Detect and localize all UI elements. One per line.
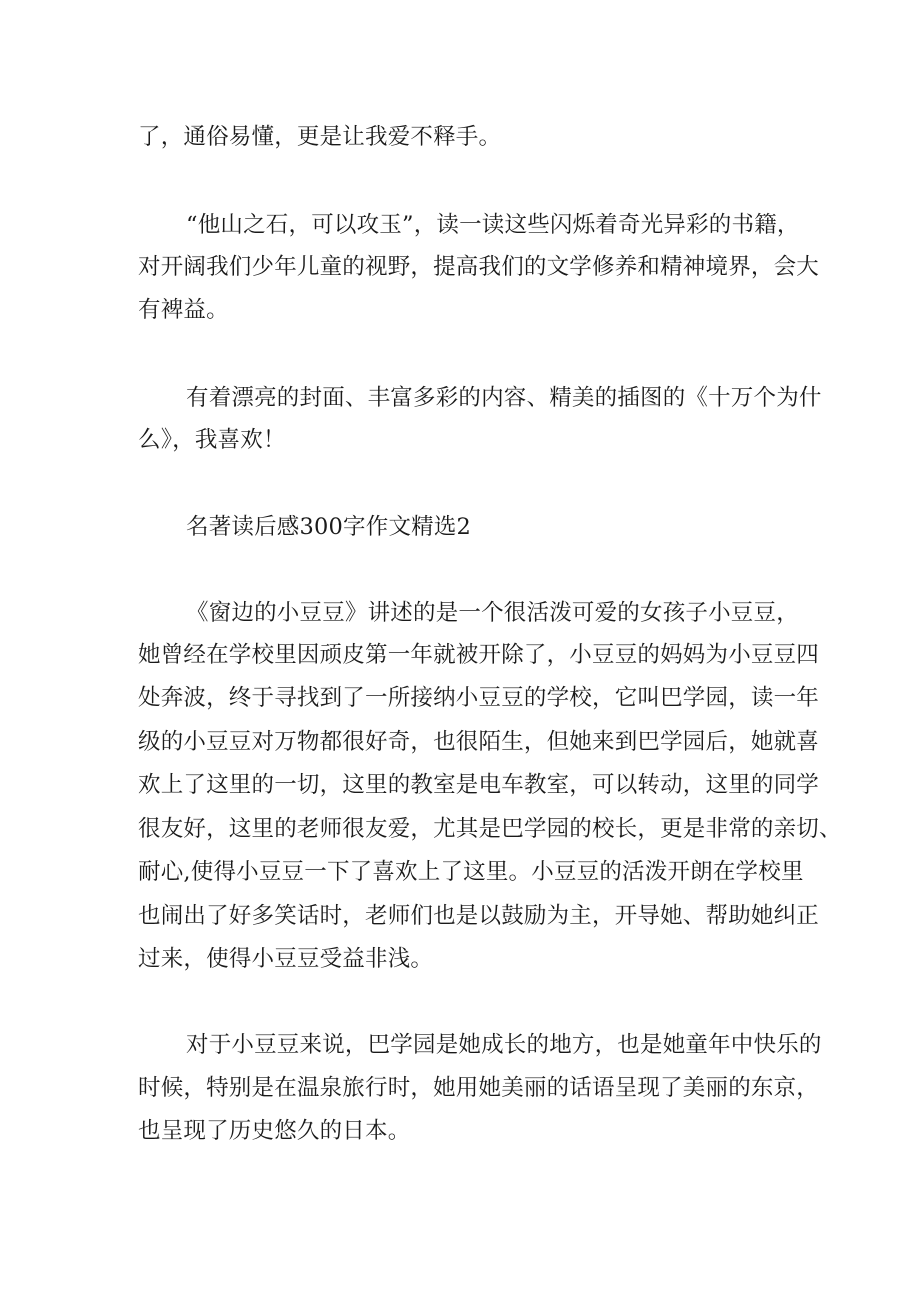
paragraph-4-line-8: 也闹出了好多笑话时，老师们也是以鼓励为主，开导她、帮助她纠正 bbox=[138, 903, 820, 929]
paragraph-4-line-2: 她曾经在学校里因顽皮第一年就被开除了，小豆豆的妈妈为小豆豆四 bbox=[138, 642, 820, 668]
section-heading: 名著读后感300字作文精选2 bbox=[186, 514, 472, 540]
paragraph-1-line-1: 了，通俗易懂，更是让我爱不释手。 bbox=[138, 124, 502, 150]
paragraph-4-line-9: 过来，使得小豆豆受益非浅。 bbox=[138, 946, 434, 972]
paragraph-2-line-2: 对开阔我们少年儿童的视野，提高我们的文学修养和精神境界，会大 bbox=[138, 254, 820, 280]
paragraph-3-line-1: 有着漂亮的封面、丰富多彩的内容、精美的插图的《十万个为什 bbox=[186, 385, 822, 411]
paragraph-2-line-1: “他山之石，可以攻玉”，读一读这些闪烁着奇光异彩的书籍， bbox=[186, 212, 800, 238]
paragraph-5-line-1: 对于小豆豆来说，巴学园是她成长的地方，也是她童年中快乐的 bbox=[186, 1032, 822, 1058]
paragraph-4-line-1: 《窗边的小豆豆》讲述的是一个很活泼可爱的女孩子小豆豆， bbox=[186, 600, 799, 626]
paragraph-4-line-5: 欢上了这里的一切，这里的教室是电车教室，可以转动，这里的同学 bbox=[138, 772, 820, 798]
paragraph-2-line-3: 有裨益。 bbox=[138, 297, 229, 323]
paragraph-3-line-2: 么》，我喜欢！ bbox=[138, 427, 286, 453]
paragraph-4-line-6: 很友好，这里的老师很友爱，尤其是巴学园的校长，更是非常的亲切、 bbox=[138, 816, 842, 842]
paragraph-4-line-7: 耐心,使得小豆豆一下了喜欢上了这里。小豆豆的活泼开朗在学校里 bbox=[138, 859, 804, 885]
paragraph-4-line-4: 级的小豆豆对万物都很好奇，也很陌生，但她来到巴学园后，她就喜 bbox=[138, 729, 820, 755]
paragraph-5-line-2: 时候，特别是在温泉旅行时，她用她美丽的话语呈现了美丽的东京， bbox=[138, 1075, 820, 1101]
paragraph-5-line-3: 也呈现了历史悠久的日本。 bbox=[138, 1118, 411, 1144]
paragraph-4-line-3: 处奔波，终于寻找到了一所接纳小豆豆的学校，它叫巴学园，读一年 bbox=[138, 685, 820, 711]
